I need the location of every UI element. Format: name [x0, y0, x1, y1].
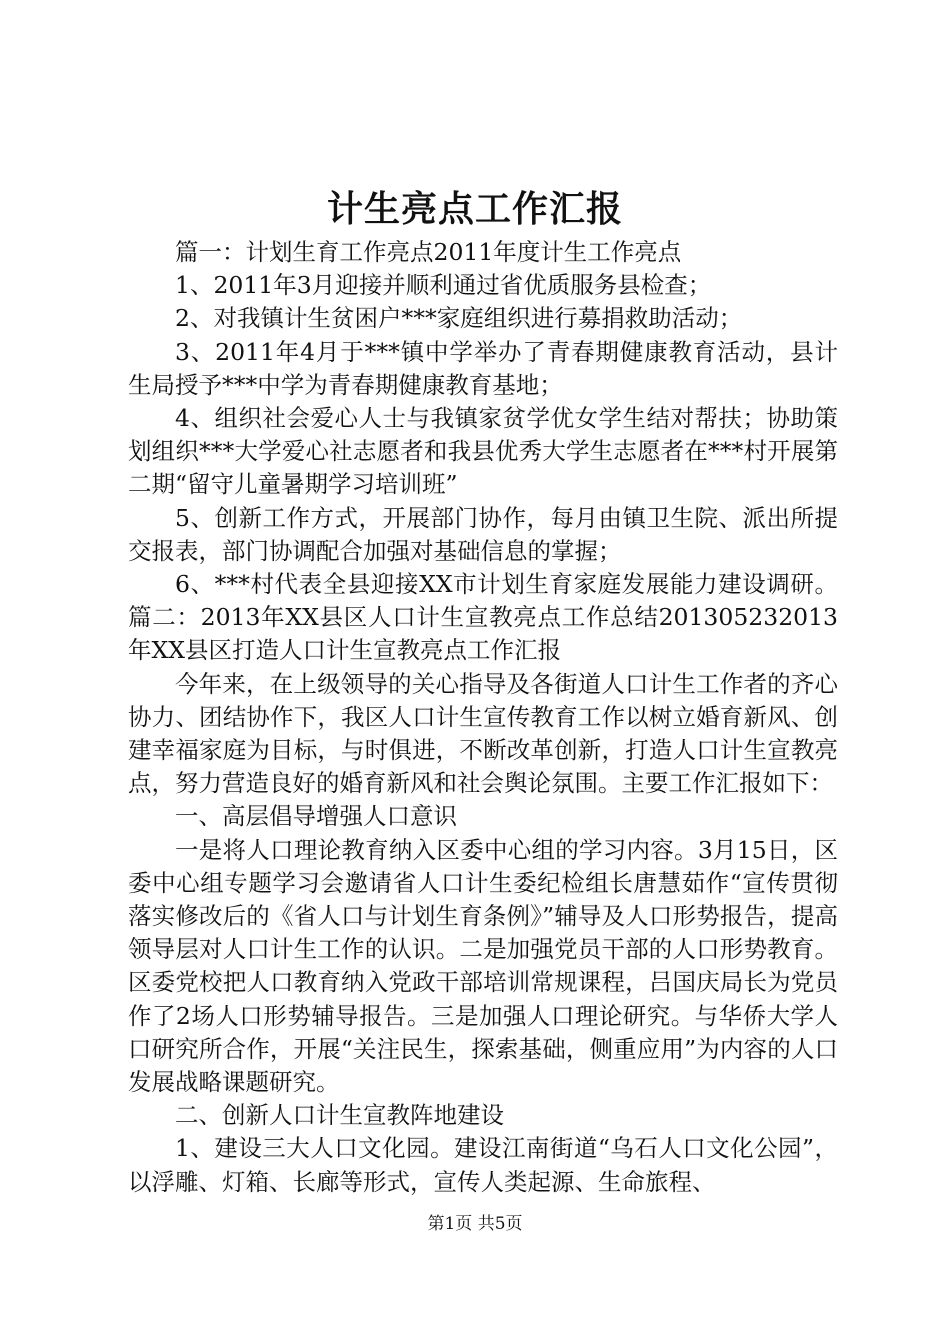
document-body [128, 236, 838, 1199]
paragraph: 1、2011年3月迎接并顺利通过省优质服务县检查； [175, 271, 712, 300]
section-heading: 一、高层倡导增强人口意识 [175, 802, 457, 831]
paragraph: 5、创新工作方式，开展部门协作，每月由镇卫生院、派出所提交报表，部门协调配合加强对基础信息的掌握； [128, 503, 838, 565]
page-footer: 第1页 共5页 [427, 1214, 523, 1234]
paragraph: 6、***村代表全县迎接XX市计划生育家庭发展能力建设调研。篇二：2013年XX县区人口计生宣教亮点工作总结201305232013年XX县区打造人口计生宣教亮点工作汇报 [128, 570, 838, 665]
paragraph: 4、组织社会爱心人士与我镇家贫学优女学生结对帮扶；协助策划组织***大学爱心社志愿者和我县优秀大学生志愿者在***村开展第二期“留守儿童暑期学习培训班” [128, 404, 838, 499]
paragraph: 一是将人口理论教育纳入区委中心组的学习内容。3月15日，区委中心组专题学习会邀请省人口计生委纪检组长唐慧茹作“宣传贯彻落实修改后的《省人口与计划生育条例》”辅导及人口形势报告，提高领导层对人口计生工作的认识。二是加强党员干部的人口形势教育。区委党校把人口教育纳入党政干部培训常规课程，吕国庆局长为党员作了2场人口形势辅导报告。三是加强人口理论研究。与华侨大学人口研究所合作，开展“关注民生，探索基础，侧重应用”为内容的人口发展战略课题研究。 [128, 835, 838, 1097]
document-title: 计生亮点工作汇报 [326, 188, 623, 230]
paragraph: 3、2011年4月于***镇中学举办了青春期健康教育活动，县计生局授予***中学为青春期健康教育基地； [128, 337, 838, 399]
paragraph: 2、对我镇计生贫困户***家庭组织进行募捐救助活动； [175, 304, 743, 333]
paragraph: 今年来，在上级领导的关心指导及各街道人口计生工作者的齐心协力、团结协作下，我区人口计生宣传教育工作以树立婚育新风、创建幸福家庭为目标，与时俱进，不断改革创新，打造人口计生宣教亮点，努力营造良好的婚育新风和社会舆论氛围。主要工作汇报如下： [128, 669, 838, 798]
paragraph: 1、建设三大人口文化园。建设江南街道“乌石人口文化公园”，以浮雕、灯箱、长廊等形式，宣传人类起源、生命旅程、 [128, 1134, 838, 1196]
paragraph: 篇一：计划生育工作亮点2011年度计生工作亮点 [175, 238, 682, 266]
section-heading: 二、创新人口计生宣教阵地建设 [175, 1101, 504, 1130]
